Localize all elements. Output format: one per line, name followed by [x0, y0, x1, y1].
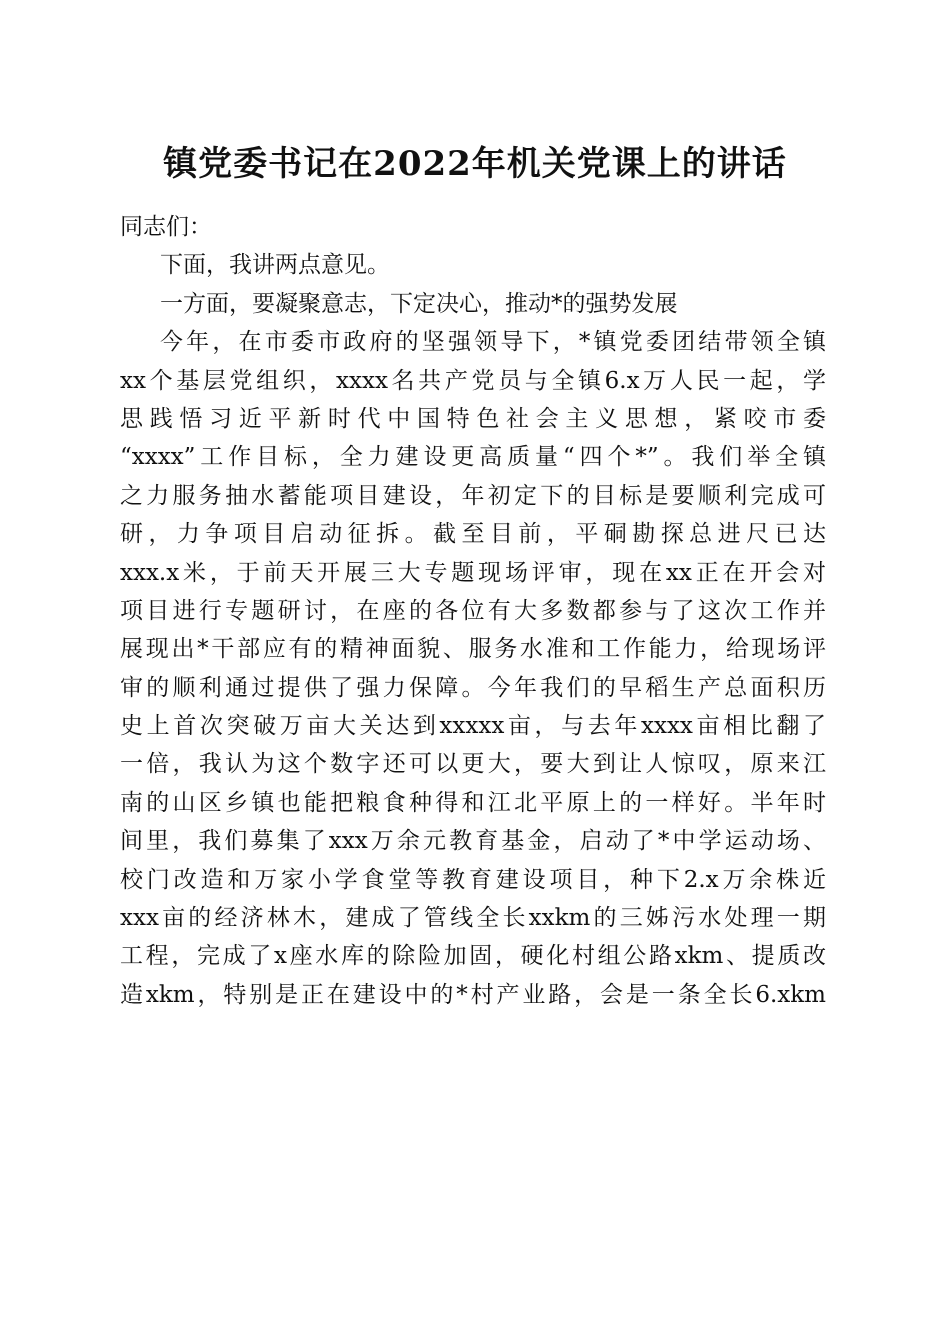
body-paragraph — [120, 323, 826, 1014]
paragraph-line: 之力服务抽水蓄能项目建设，年初定下的目标是要顺利完成可 — [120, 482, 826, 509]
intro-paragraph: 下面，我讲两点意见。 — [160, 252, 390, 279]
paragraph-line: xxx.x米，于前天开展三大专题现场评审，现在xx正在开会对 — [120, 559, 826, 586]
paragraph-line: 间里，我们募集了xxx万余元教育基金，启动了*中学运动场、 — [120, 828, 826, 855]
paragraph-line: 工程，完成了x座水库的除险加固，硬化村组公路xkm、提质改 — [120, 943, 826, 970]
salutation: 同志们： — [120, 214, 212, 240]
paragraph-line: xx个基层党组织，xxxx名共产党员与全镇6.x万人民一起，学 — [120, 367, 826, 394]
paragraph-line: 校门改造和万家小学食堂等教育建设项目，种下2.x万余株近 — [120, 866, 826, 893]
section-heading: 一方面，要凝聚意志，下定决心，推动*的强势发展 — [160, 290, 678, 317]
paragraph-line: 展现出*干部应有的精神面貌、服务水准和工作能力，给现场评 — [120, 636, 826, 663]
paragraph-line: 南的山区乡镇也能把粮食种得和江北平原上的一样好。半年时 — [120, 789, 826, 816]
paragraph-line: 史上首次突破万亩大关达到xxxxx亩，与去年xxxx亩相比翻了 — [120, 713, 826, 740]
paragraph-line: 一倍，我认为这个数字还可以更大，要大到让人惊叹，原来江 — [120, 751, 826, 778]
paragraph-line: 审的顺利通过提供了强力保障。今年我们的早稻生产总面积历 — [120, 674, 826, 701]
paragraph-line: 今年，在市委市政府的坚强领导下，*镇党委团结带领全镇 — [160, 329, 826, 356]
document-body — [120, 208, 826, 1014]
paragraph-line: “xxxx”工作目标，全力建设更高质量“四个*”。我们举全镇 — [120, 444, 826, 471]
document-title: 镇党委书记在2022年机关党课上的讲话 — [163, 144, 787, 184]
paragraph-line: 造xkm，特别是正在建设中的*村产业路，会是一条全长6.xkm — [120, 981, 826, 1008]
paragraph-line: xxx亩的经济林木，建成了管线全长xxkm的三姊污水处理一期 — [120, 905, 826, 932]
paragraph-line: 思践悟习近平新时代中国特色社会主义思想，紧咬市委 — [120, 405, 826, 432]
paragraph-line: 项目进行专题研讨，在座的各位有大多数都参与了这次工作并 — [120, 597, 826, 624]
paragraph-line: 研，力争项目启动征拆。截至目前，平硐勘探总进尺已达 — [120, 521, 826, 548]
